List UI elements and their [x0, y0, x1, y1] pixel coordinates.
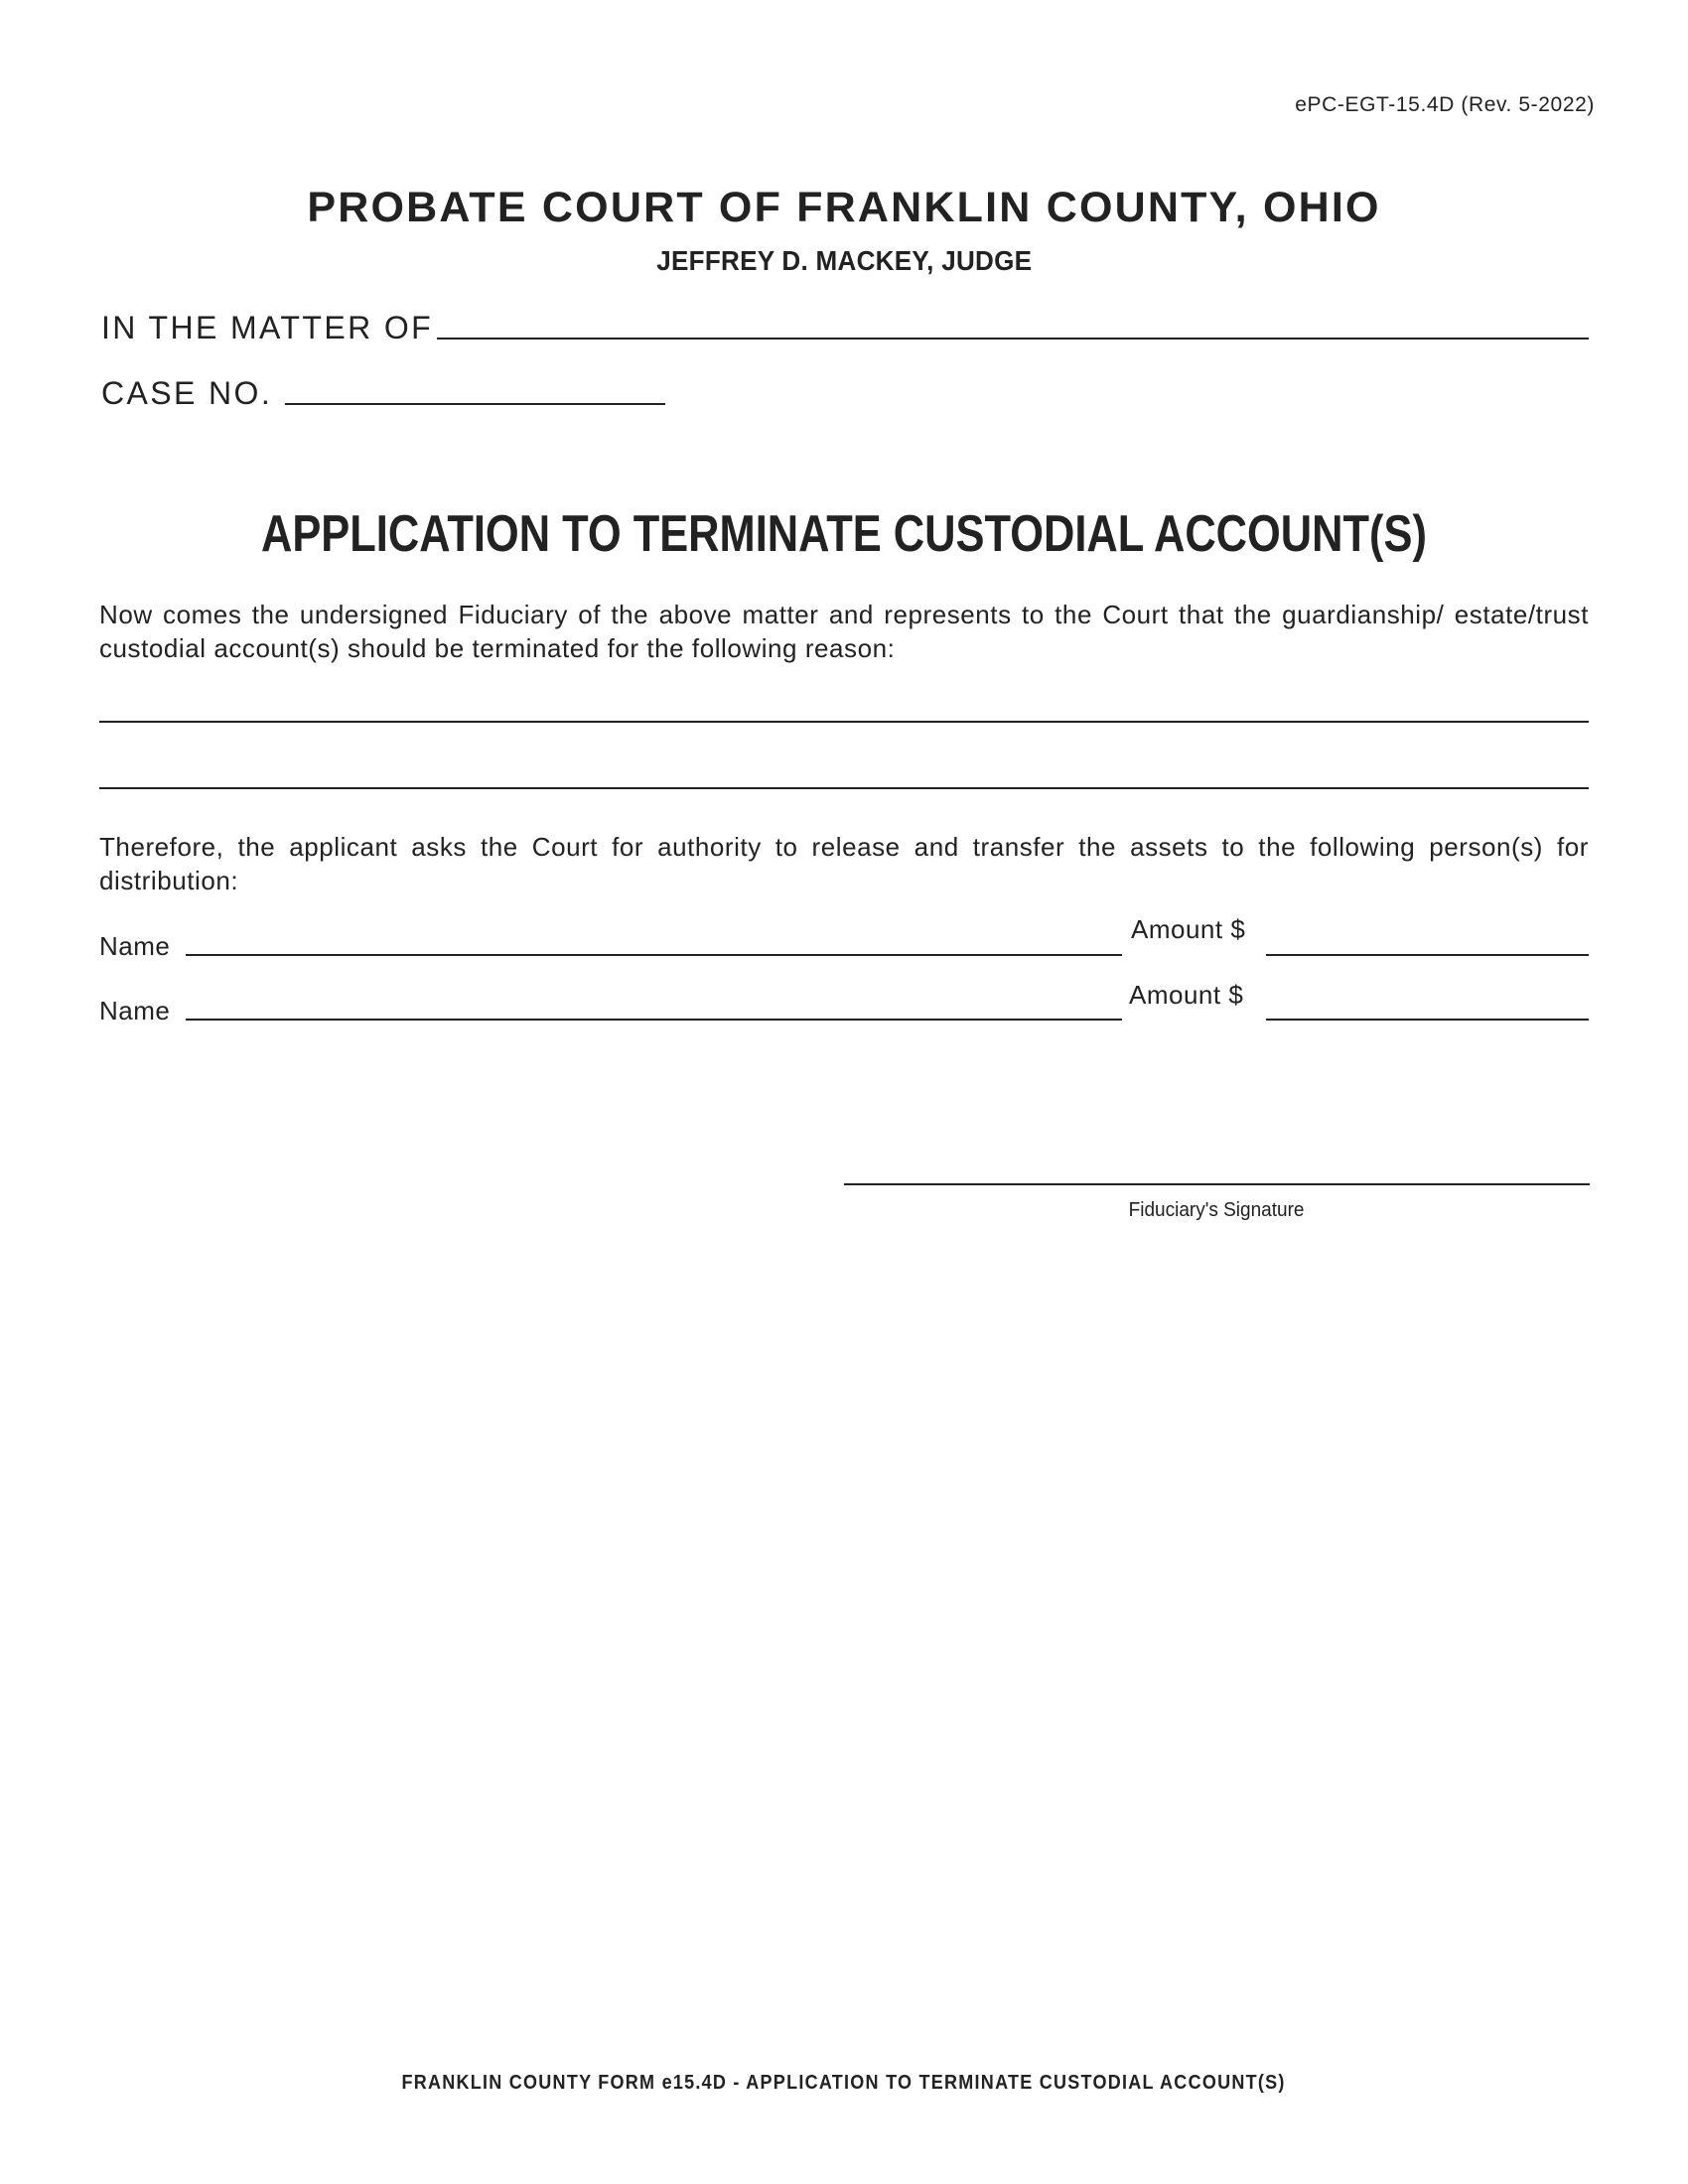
amount-label-1: Amount $: [1131, 914, 1246, 944]
form-heading-text: APPLICATION TO TERMINATE CUSTODIAL ACCOUNT(S): [261, 505, 1427, 563]
matter-label: IN THE MATTER OF: [101, 310, 434, 345]
signature-label-text: Fiduciary's Signature: [1129, 1199, 1305, 1221]
reason-line-1[interactable]: [99, 721, 1589, 723]
reason-line-2[interactable]: [99, 787, 1589, 789]
case-number-label: CASE NO.: [101, 375, 273, 411]
form-footer: [0, 2071, 1688, 2095]
name-field-1[interactable]: [186, 954, 1122, 956]
amount-label-2: Amount $: [1129, 980, 1244, 1010]
amount-field-1[interactable]: [1266, 954, 1589, 956]
intro-paragraph: [99, 598, 1589, 665]
judge-name: [0, 245, 1688, 277]
form-heading: [0, 506, 1688, 562]
form-footer-text: FRANKLIN COUNTY FORM e15.4D - APPLICATION TO TERMINATE CUSTODIAL ACCOUNT(S): [401, 2072, 1287, 2094]
intro-paragraph-text: Now comes the undersigned Fiduciary of the above matter and represents to the Court that the guardianship/ estate/trust custodial account(s) should be terminated for the following reason:: [99, 600, 1589, 663]
name-field-2[interactable]: [186, 1019, 1122, 1021]
matter-field[interactable]: [437, 338, 1589, 340]
court-title: PROBATE COURT OF FRANKLIN COUNTY, OHIO: [307, 184, 1381, 231]
name-label-2: Name: [99, 996, 171, 1025]
signature-label: [844, 1197, 1590, 1223]
signature-field[interactable]: [844, 1183, 1590, 1185]
name-label-1: Name: [99, 931, 171, 961]
case-number-field[interactable]: [285, 403, 665, 405]
judge-name-text: JEFFREY D. MACKEY, JUDGE: [655, 245, 1033, 276]
amount-field-2[interactable]: [1266, 1019, 1589, 1021]
request-paragraph-text: Therefore, the applicant asks the Court for authority to release and transfer the assets to the following person(s) for distribution:: [99, 832, 1589, 895]
form-id: ePC-EGT-15.4D (Rev. 5-2022): [1295, 93, 1595, 116]
request-paragraph: [99, 830, 1589, 897]
